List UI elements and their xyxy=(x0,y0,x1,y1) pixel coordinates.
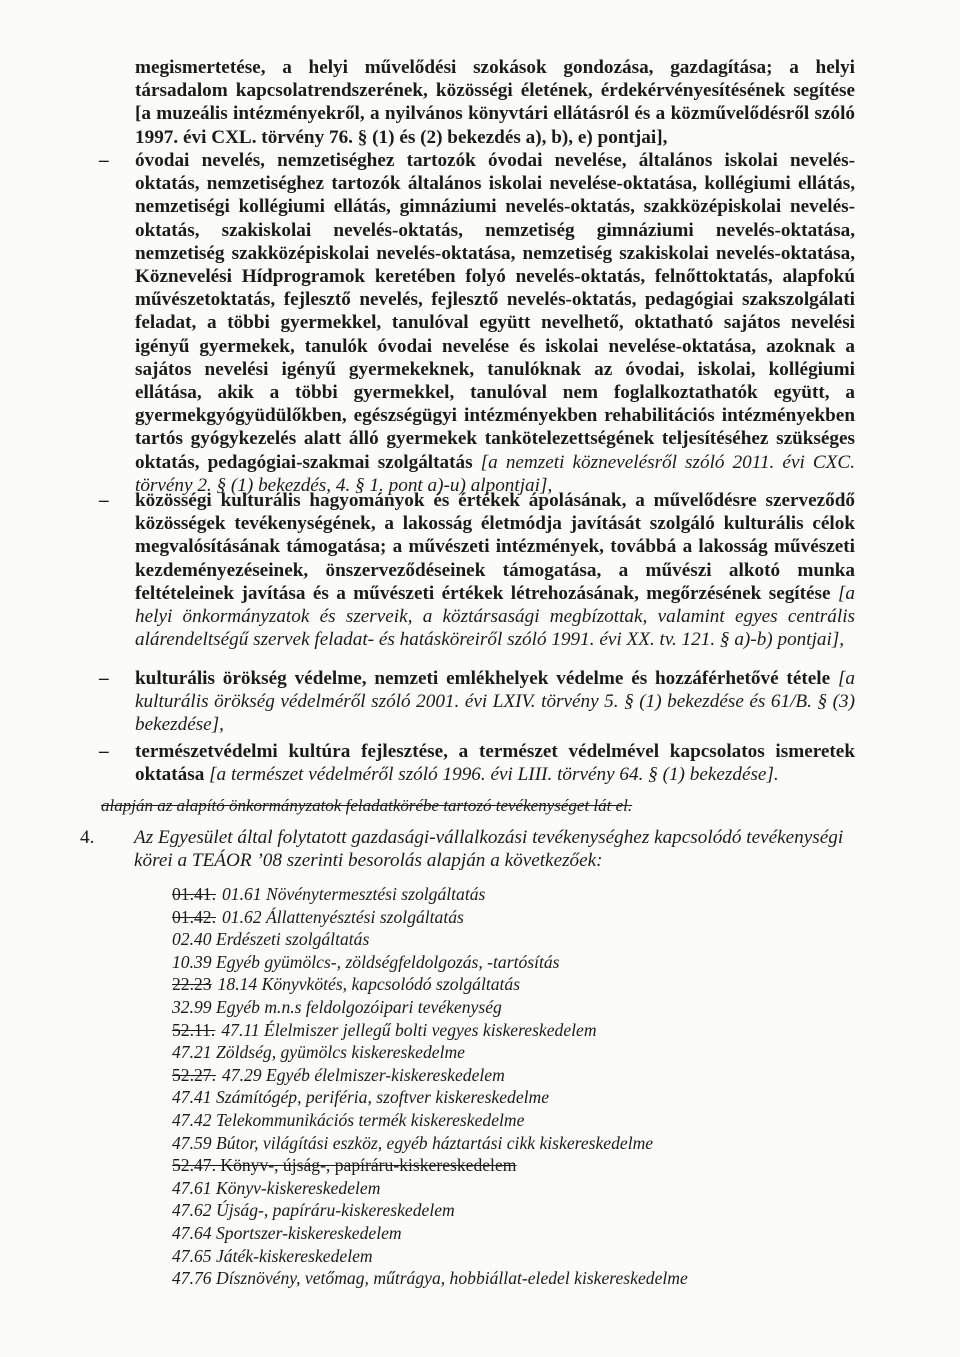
list-item xyxy=(172,951,872,974)
list-item xyxy=(172,1019,872,1042)
list-item xyxy=(172,1245,872,1268)
list-item xyxy=(172,1064,872,1087)
old-code: 01.41. xyxy=(172,884,216,904)
list-dash: – xyxy=(99,150,109,171)
list-item xyxy=(172,1267,872,1290)
list-item xyxy=(172,1177,872,1200)
list-item-nature xyxy=(99,740,855,786)
list-item xyxy=(172,973,872,996)
list-item-text: természetvédelmi kultúra fejlesztése, a természet védelmével kapcsolatos ismeretek oktatása xyxy=(135,741,855,786)
code-text: 47.61 Könyv-kiskereskedelem xyxy=(172,1177,381,1198)
list-dash: – xyxy=(99,741,109,762)
code-text: 18.14 Könyvkötés, kapcsolódó szolgáltatás xyxy=(217,974,521,995)
list-item xyxy=(172,906,872,929)
list-item xyxy=(172,1041,872,1064)
code-text: 02.40 Erdészeti szolgáltatás xyxy=(172,929,370,950)
old-code: 22.23 xyxy=(172,974,212,995)
list-dash: – xyxy=(99,490,109,511)
code-text: 01.62 Állattenyésztési szolgáltatás xyxy=(221,906,464,927)
list-item-text: kulturális örökség védelme, nemzeti emlékhelyek védelme és hozzáférhetővé tétele xyxy=(135,668,838,689)
list-item xyxy=(172,996,872,1019)
old-code: 01.42. xyxy=(172,906,216,927)
list-item-heritage xyxy=(99,667,855,737)
code-text: 47.64 Sportszer-kiskereskedelem xyxy=(172,1222,402,1243)
list-item xyxy=(172,1199,872,1222)
legal-reference: [a nemzeti köznevelésről szóló 2011. évi CXC. törvény 2. § (1) bekezdés, 4. § 1. pont a)-u) alpontjai], xyxy=(135,451,855,496)
code-text: 47.62 Újság-, papíráru-kiskereskedelem xyxy=(172,1200,455,1221)
list-item xyxy=(172,1086,872,1109)
section-number: 4. xyxy=(80,827,95,848)
code-text: 10.39 Egyéb gyümölcs-, zöldségfeldolgozás, -tartósítás xyxy=(172,951,560,972)
legal-reference: [a kulturális örökség védelméről szóló 2001. évi LXIV. törvény 5. § (1) bekezdése és 61/B. § (3) bekezdése], xyxy=(135,668,855,736)
legal-reference: [a természet védelméről szóló 1996. évi LIII. törvény 64. § (1) bekezdése]. xyxy=(209,764,779,786)
legal-reference: [a helyi önkormányzatok és szerveik, a köztársasági megbízottak, valamint egyes centrális alárendeltségű szervek feladat- és hatásköreiről szóló 1991. évi XX. tv. 121. § a)-b) pontjai], xyxy=(135,582,855,651)
list-item-text: közösségi kulturális hagyományok és értékek ápolásának, a művelődésre szerveződő közösségek tevékenységének, a lakosság életmódja javítását szolgáló kulturális célok megvalósításának támogatása; a művészeti intézmények, továbbá a lakosság művészeti kezdeményezéseinek, önszerveződéseinek támogatása, a művészi alkotó munka feltételeinek javítása és a művészeti értékek létrehozásának, megőrzésének segítése xyxy=(135,490,855,604)
list-item xyxy=(172,1222,872,1245)
old-code: 52.11. xyxy=(172,1019,216,1040)
code-text: 47.11 Élelmiszer jellegű bolti vegyes kiskereskedelem xyxy=(221,1019,597,1040)
code-text: 47.29 Egyéb élelmiszer-kiskereskedelem xyxy=(221,1064,505,1085)
code-text: 32.99 Egyéb m.n.s feldolgozóipari tevékenység xyxy=(172,996,502,1017)
section-4-heading xyxy=(80,826,860,872)
struck-text: alapján az alapító önkormányzatok feladatkörébe tartozó tevékenységet lát el. xyxy=(101,796,633,815)
code-text: 47.65 Játék-kiskereskedelem xyxy=(172,1245,373,1266)
list-item xyxy=(172,1132,872,1155)
list-item-culture xyxy=(99,489,855,651)
list-item xyxy=(172,883,872,906)
list-item: 52.47. Könyv-, újság-, papíráru-kiskereskedelem xyxy=(172,1155,517,1176)
section-text: Az Egyesület által folytatott gazdasági-vállalkozási tevékenységhez kapcsolódó tevékenységi körei a TEÁOR ’08 szerinti besorolás alapján a következőek: xyxy=(134,827,844,872)
activity-code-list xyxy=(172,883,872,1290)
code-text: 47.41 Számítógép, periféria, szoftver kiskereskedelme xyxy=(172,1087,550,1108)
code-text: 47.59 Bútor, világítási eszköz, egyéb háztartási cikk kiskereskedelme xyxy=(172,1132,654,1153)
code-text: 01.61 Növénytermesztési szolgáltatás xyxy=(221,884,486,904)
intro-paragraph: megismertetése, a helyi művelődési szokások gondozása, gazdagítása; a helyi társadalom kapcsolatrendszerének, közösségi életének, érdekérvényesítésének segítése [a muzeális intézményekről, a nyilvános könyvtári ellátásról és a közművelődésről szóló 1997. évi CXL. törvény 76. § (1) és (2) bekezdés a), b), e) pontjai], xyxy=(135,57,855,148)
old-code: 52.27. xyxy=(172,1064,216,1085)
list-item xyxy=(172,928,872,951)
list-dash: – xyxy=(99,668,109,689)
code-text: 47.42 Telekommunikációs termék kiskereskedelme xyxy=(172,1109,525,1130)
list-item xyxy=(172,1109,872,1132)
code-text: 47.21 Zöldség, gyümölcs kiskereskedelme xyxy=(172,1042,465,1063)
list-item-education xyxy=(99,149,855,497)
code-text: 47.76 Dísznövény, vetőmag, műtrágya, hobbiállat-eledel kiskereskedelme xyxy=(172,1268,688,1289)
list-item-text: óvodai nevelés, nemzetiséghez tartozók óvodai nevelése, általános iskolai nevelés-oktatás, nemzetiséghez tartozók általános iskolai nevelése-oktatása, kollégiumi ellátás, nemzetiségi kollégiumi ellátás, gimnáziumi nevelés-oktatás, szakközépiskolai nevelés-oktatás, szakiskolai nevelés-oktatás, nemzetiség gimnáziumi nevelés-oktatása, nemzetiség szakközépiskolai nevelés-oktatása, nemzetiség szakiskolai nevelés-oktatása, Köznevelési Hídprogramok keretében folyó nevelés-oktatás, felnőttoktatás, alapfokú művészetoktatás, fejlesztő nevelés, fejlesztő nevelés-oktatás, pedagógiai szakszolgálati feladat, a többi gyermekkel, tanulóval együtt nevelhető, oktatható sajátos nevelési igényű gyermekek, tanulók óvodai nevelése és iskolai nevelése-oktatása, azoknak a sajátos nevelési igényű gyermekeknek, tanulóknak az óvodai, iskolai, kollégiumi ellátása, akik a többi gyermekkel, tanulóval nem foglalkoztathatók együtt, a gyermekgyógyüdülőkben, egészségügyi intézményekben rehabilitációs intézményekben tartós gyógykezelés alatt álló gyermekek tankötelezettségének teljesítéséhez szükséges oktatás, pedagógiai-szakmai szolgáltatás xyxy=(135,150,855,473)
